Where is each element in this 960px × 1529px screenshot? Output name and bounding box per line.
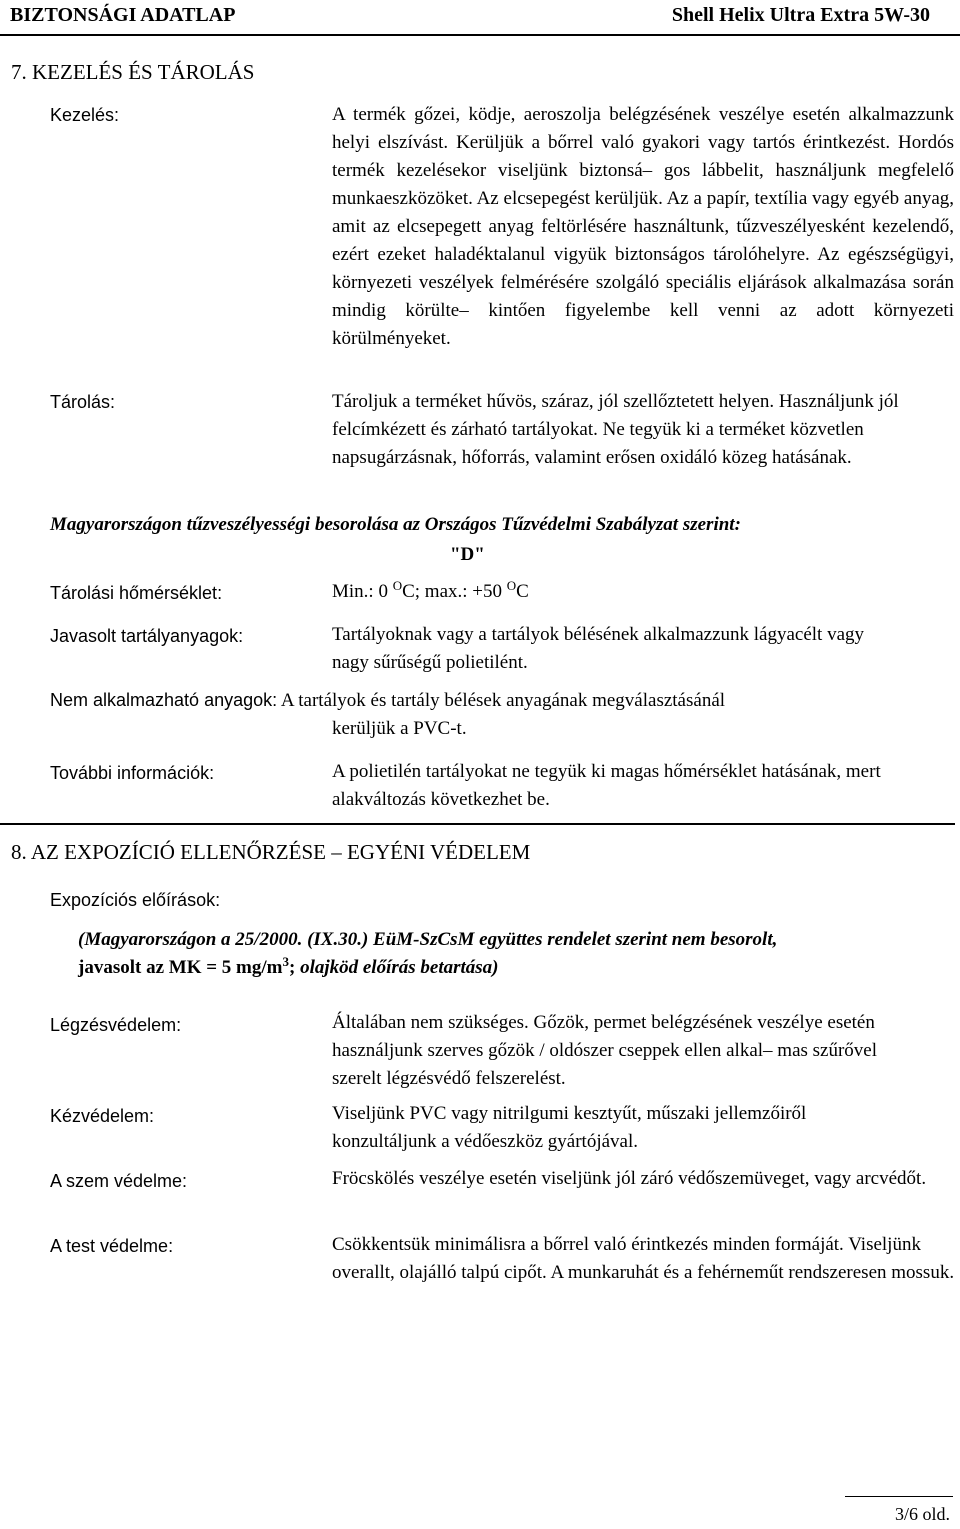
section-divider xyxy=(0,823,955,825)
page-number: 3/6 old. xyxy=(894,1504,950,1524)
section-7-title: 7. KEZELÉS ÉS TÁROLÁS xyxy=(11,60,255,84)
hand-protection-text: Viseljünk PVC vagy nitrilgumi kesztyűt, műszaki jellemzőiről konzultáljunk a védőeszköz gyártójával. xyxy=(332,1103,807,1152)
product-name-header: Shell Helix Ultra Extra 5W-30 xyxy=(671,4,930,26)
body-protection-label: A test védelme: xyxy=(50,1236,174,1256)
eye-protection-text: Fröcskölés veszélye esetén viseljünk jól záró védőszemüveget, vagy arcvédőt. xyxy=(332,1168,927,1189)
exposure-limit-line: javasolt az MK = 5 $mg/m^3$; olajköd előírás betartása) xyxy=(78,954,499,978)
containers-text: Tartályoknak vagy a tartályok bélésének alkalmazzunk lágyacélt vagy nagy sűrűségű polietilént. xyxy=(332,624,865,673)
eye-protection-label: A szem védelme: xyxy=(50,1171,188,1191)
storage-label: Tárolás: xyxy=(50,392,116,412)
respiratory-protection-text: Általában nem szükséges. Gőzök, permet belégzésének veszélye esetén használjunk szerves gőzök / oldószer cseppek ellen alkal– mas szűrővel szerelt légzésvédő felszerelést. xyxy=(332,1012,878,1089)
unsuitable-label: Nem alkalmazható anyagok: xyxy=(50,690,278,710)
fire-classification-line: Magyarországon tűzveszélyességi besorolása az Országos Tűzvédelmi Szabályzat szerint: xyxy=(50,514,741,535)
section-8-title: 8. AZ EXPOZÍCIÓ ELLENŐRZÉSE – EGYÉNI VÉDELEM xyxy=(11,840,531,864)
further-info-label: További információk: xyxy=(50,763,215,783)
unsuitable-text-2: kerüljük a PVC-t. xyxy=(332,718,467,739)
storage-temp-value: Min.: 0 $^O$C; max.: +50 $^O$C xyxy=(332,578,529,602)
storage-text: Tároljuk a terméket hűvös, száraz, jól szellőztetett helyen. Használjunk jól felcímkézett és zárható tartályokat. Ne tegyük ki a terméket közvetlen napsugárzásnak, hőforrás, valamint erősen oxidáló közeg hatásának. xyxy=(332,391,899,468)
hand-protection-label: Kézvédelem: xyxy=(50,1106,155,1126)
header-divider xyxy=(0,34,960,36)
unsuitable-text-1: A tartályok és tartály bélések anyagának megválasztásánál xyxy=(280,690,726,711)
document-type-header: BIZTONSÁGI ADATLAP xyxy=(10,4,236,26)
storage-temp-label: Tárolási hőmérséklet: xyxy=(50,583,223,603)
further-info-text: A polietilén tartályokat ne tegyük ki magas hőmérséklet hatásának, mert alakváltozás következhet be. xyxy=(332,761,881,810)
containers-label: Javasolt tartályanyagok: xyxy=(50,626,244,646)
body-protection-text: Csökkentsük minimálisra a bőrrel való érintkezés minden formáját. Viseljünk overallt, olajálló talpú cipőt. A munkaruhát és a fehérneműt rendszeresen mossuk. xyxy=(332,1234,955,1283)
handling-text: A termék gőzei, ködje, aeroszolja belégzésének veszélye esetén alkalmazzunk helyi elszívást. Kerüljük a bőrrel való gyakori vagy tartós érintkezést. Hordós termék kezelésekor viseljünk biztonsá– gos lábbelit, használjunk megfelelő munkaeszközöket. Az elcsepegést kerüljük. Az a papír, textília vagy egyéb anyag, amit az elcsepegett anyag feltörlésére használtunk, tűzveszélyesként kezelendő, ezért ezeket haladéktalanul vigyük biztonságos tárolóhelyre. Az egészségügyi, környezeti veszélyek felmérésére szolgáló speciális eljárások alkalmazása során mindig körülte– kintően figyelembe kell venni az adott környezeti körülményeket. xyxy=(332,104,954,349)
exposure-label: Expozíciós előírások: xyxy=(50,890,221,910)
footer-divider xyxy=(845,1496,953,1497)
respiratory-protection-label: Légzésvédelem: xyxy=(50,1015,182,1035)
unsuitable-materials-row xyxy=(50,690,725,712)
exposure-regulation-line: (Magyarországon a 25/2000. (IX.30.) EüM-SzCsM együttes rendelet szerint nem besorolt, xyxy=(78,929,778,950)
fire-classification-value: "D" xyxy=(450,544,485,565)
handling-label: Kezelés: xyxy=(50,105,120,125)
